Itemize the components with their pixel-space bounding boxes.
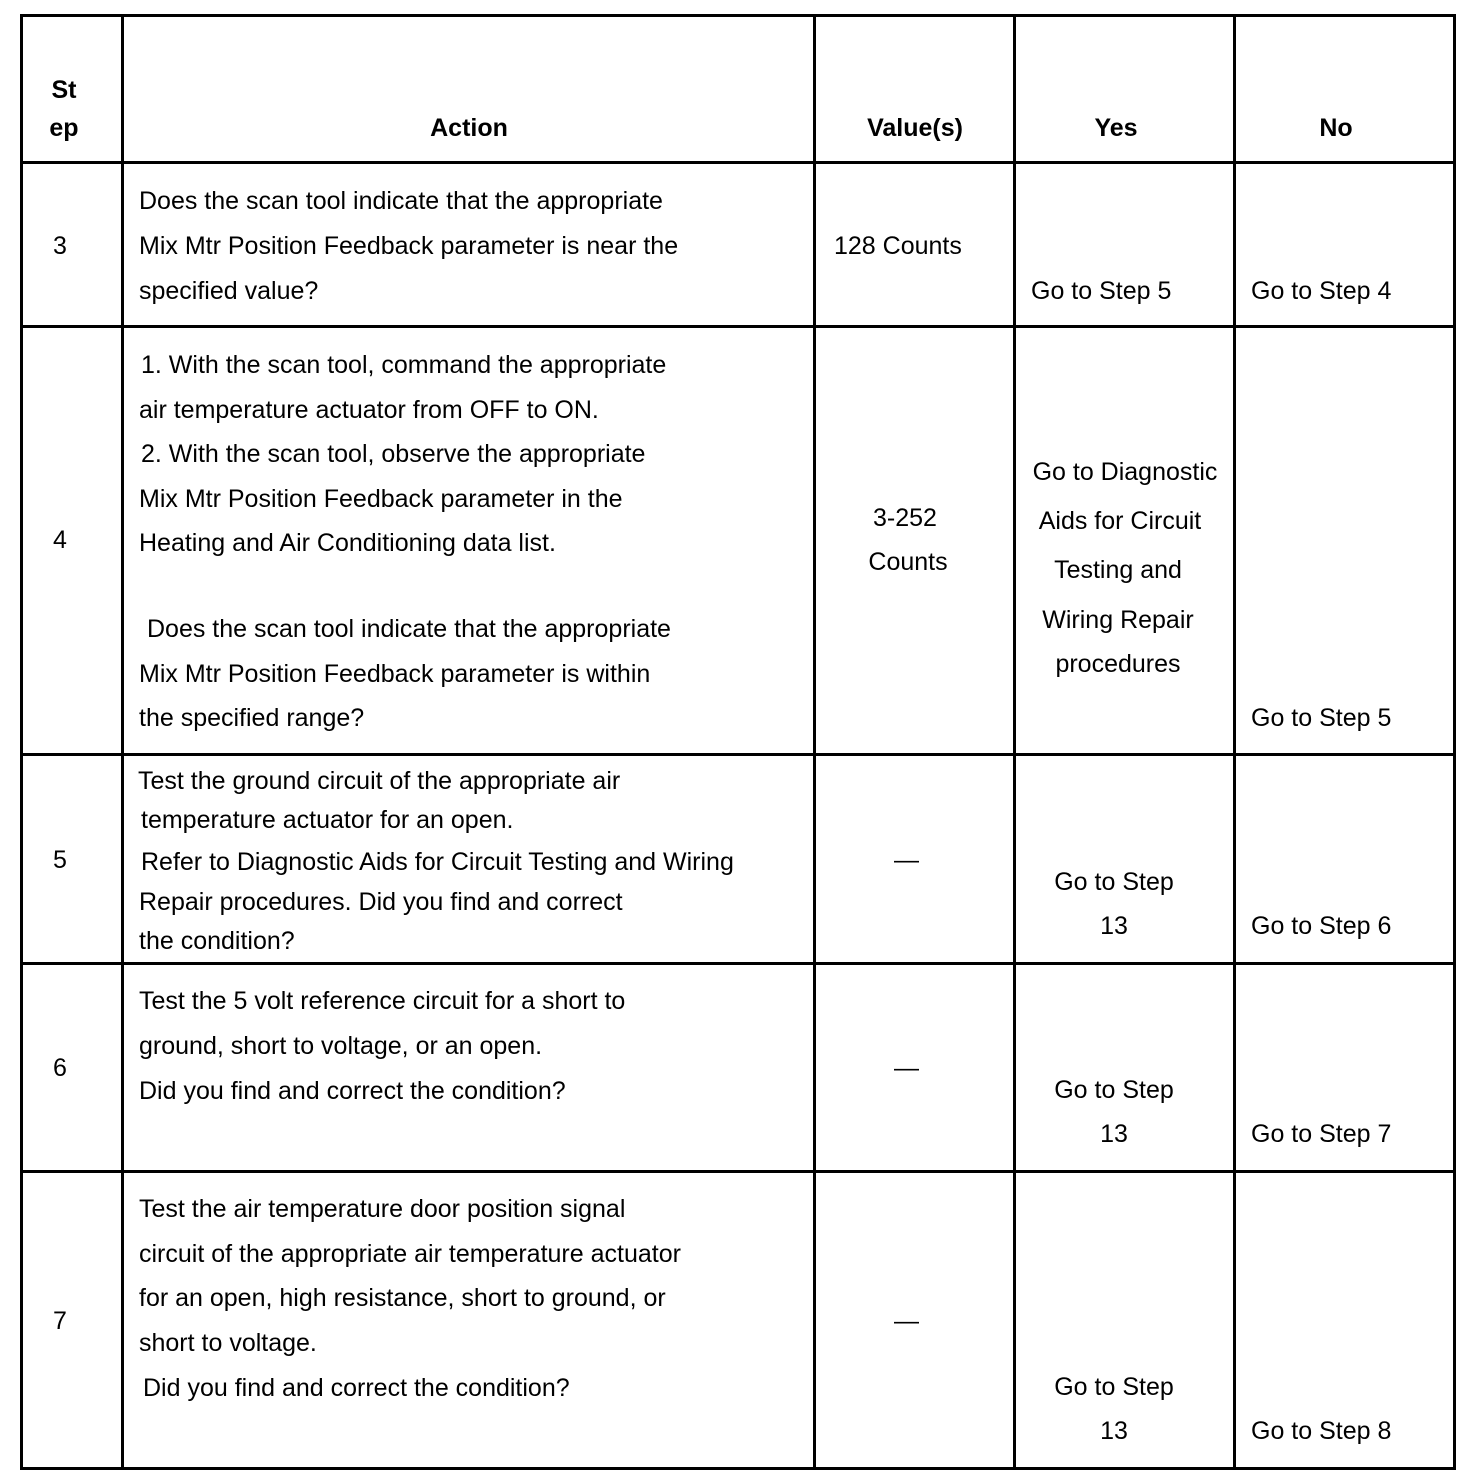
action-text-line: ground, short to voltage, or an open. bbox=[139, 1032, 543, 1060]
value-text-line: Counts bbox=[868, 548, 948, 576]
yes-text-line: Aids for Circuit bbox=[1038, 507, 1202, 535]
value-text-line: 3-252 bbox=[873, 504, 937, 532]
yes-text-line: Wiring Repair bbox=[1042, 606, 1194, 634]
no-text: Go to Step 7 bbox=[1251, 1120, 1392, 1148]
action-text-line: Mix Mtr Position Feedback parameter in the bbox=[139, 485, 623, 513]
action-text-line: temperature actuator for an open. bbox=[141, 806, 514, 834]
table-border-bottom bbox=[20, 1467, 1456, 1470]
yes-text-line: Go to Step bbox=[1054, 1076, 1174, 1104]
action-text-line: Refer to Diagnostic Aids for Circuit Testing and Wiring bbox=[141, 848, 734, 876]
no-text: Go to Step 6 bbox=[1251, 912, 1392, 940]
table-border-top bbox=[20, 14, 1456, 17]
header-step-line1: St bbox=[51, 76, 77, 104]
action-text-line: Test the ground circuit of the appropriate air bbox=[138, 767, 621, 795]
yes-text-line: Go to Step bbox=[1054, 1373, 1174, 1401]
action-text-line: Did you find and correct the condition? bbox=[143, 1374, 570, 1402]
action-text-line: 1. With the scan tool, command the appropriate bbox=[141, 351, 667, 379]
yes-text-line: procedures bbox=[1055, 650, 1181, 678]
action-text-line: Heating and Air Conditioning data list. bbox=[139, 529, 556, 557]
action-text-line: Repair procedures. Did you find and correct bbox=[139, 888, 623, 916]
row-divider bbox=[20, 753, 1456, 756]
header-values: Value(s) bbox=[867, 114, 963, 142]
no-text: Go to Step 8 bbox=[1251, 1417, 1392, 1445]
yes-text-line: 13 bbox=[1100, 912, 1128, 940]
action-text-line: the condition? bbox=[139, 927, 295, 955]
action-text-line: Mix Mtr Position Feedback parameter is near the bbox=[139, 232, 679, 260]
action-text-line: Does the scan tool indicate that the appropriate bbox=[139, 187, 663, 215]
column-divider bbox=[121, 14, 124, 1470]
row-divider bbox=[20, 1170, 1456, 1173]
value-dash: — bbox=[894, 846, 919, 874]
column-divider bbox=[1013, 14, 1016, 1470]
action-text-line: circuit of the appropriate air temperature actuator bbox=[139, 1240, 681, 1268]
action-text-line: air temperature actuator from OFF to ON. bbox=[139, 396, 599, 424]
action-text-line: 2. With the scan tool, observe the appropriate bbox=[141, 440, 646, 468]
step-number: 4 bbox=[53, 526, 67, 554]
header-action: Action bbox=[430, 114, 508, 142]
action-text-line: short to voltage. bbox=[139, 1329, 317, 1357]
table-border-left bbox=[20, 14, 23, 1470]
table-border-right bbox=[1453, 14, 1456, 1470]
action-text-line: Test the 5 volt reference circuit for a short to bbox=[139, 987, 626, 1015]
row-divider bbox=[20, 325, 1456, 328]
action-text-line: for an open, high resistance, short to ground, or bbox=[139, 1284, 666, 1312]
action-text-line: Does the scan tool indicate that the appropriate bbox=[147, 615, 671, 643]
header-step-line2: ep bbox=[49, 114, 79, 142]
yes-text-line: Testing and bbox=[1054, 556, 1182, 584]
step-number: 7 bbox=[53, 1307, 67, 1335]
step-number: 3 bbox=[53, 232, 67, 260]
column-divider bbox=[1233, 14, 1236, 1470]
row-divider bbox=[20, 962, 1456, 965]
yes-text-line: 13 bbox=[1100, 1120, 1128, 1148]
action-text-line: Did you find and correct the condition? bbox=[139, 1077, 566, 1105]
action-text-line: Mix Mtr Position Feedback parameter is within bbox=[139, 660, 651, 688]
no-text: Go to Step 5 bbox=[1251, 704, 1392, 732]
yes-text: Go to Step 5 bbox=[1031, 277, 1172, 305]
action-text-line: Test the air temperature door position signal bbox=[139, 1195, 626, 1223]
action-text-line: specified value? bbox=[139, 277, 319, 305]
action-text-line: the specified range? bbox=[139, 704, 365, 732]
value-dash: — bbox=[894, 1307, 919, 1335]
yes-text-line: Go to Step bbox=[1054, 868, 1174, 896]
value-dash: — bbox=[894, 1054, 919, 1082]
header-no: No bbox=[1319, 114, 1353, 142]
step-number: 5 bbox=[53, 846, 67, 874]
step-number: 6 bbox=[53, 1054, 67, 1082]
no-text: Go to Step 4 bbox=[1251, 277, 1392, 305]
column-divider bbox=[813, 14, 816, 1470]
yes-text-line: 13 bbox=[1100, 1417, 1128, 1445]
header-divider bbox=[20, 161, 1456, 164]
header-yes: Yes bbox=[1094, 114, 1138, 142]
yes-text-line: Go to Diagnostic bbox=[1032, 458, 1218, 486]
value-text: 128 Counts bbox=[834, 232, 962, 260]
